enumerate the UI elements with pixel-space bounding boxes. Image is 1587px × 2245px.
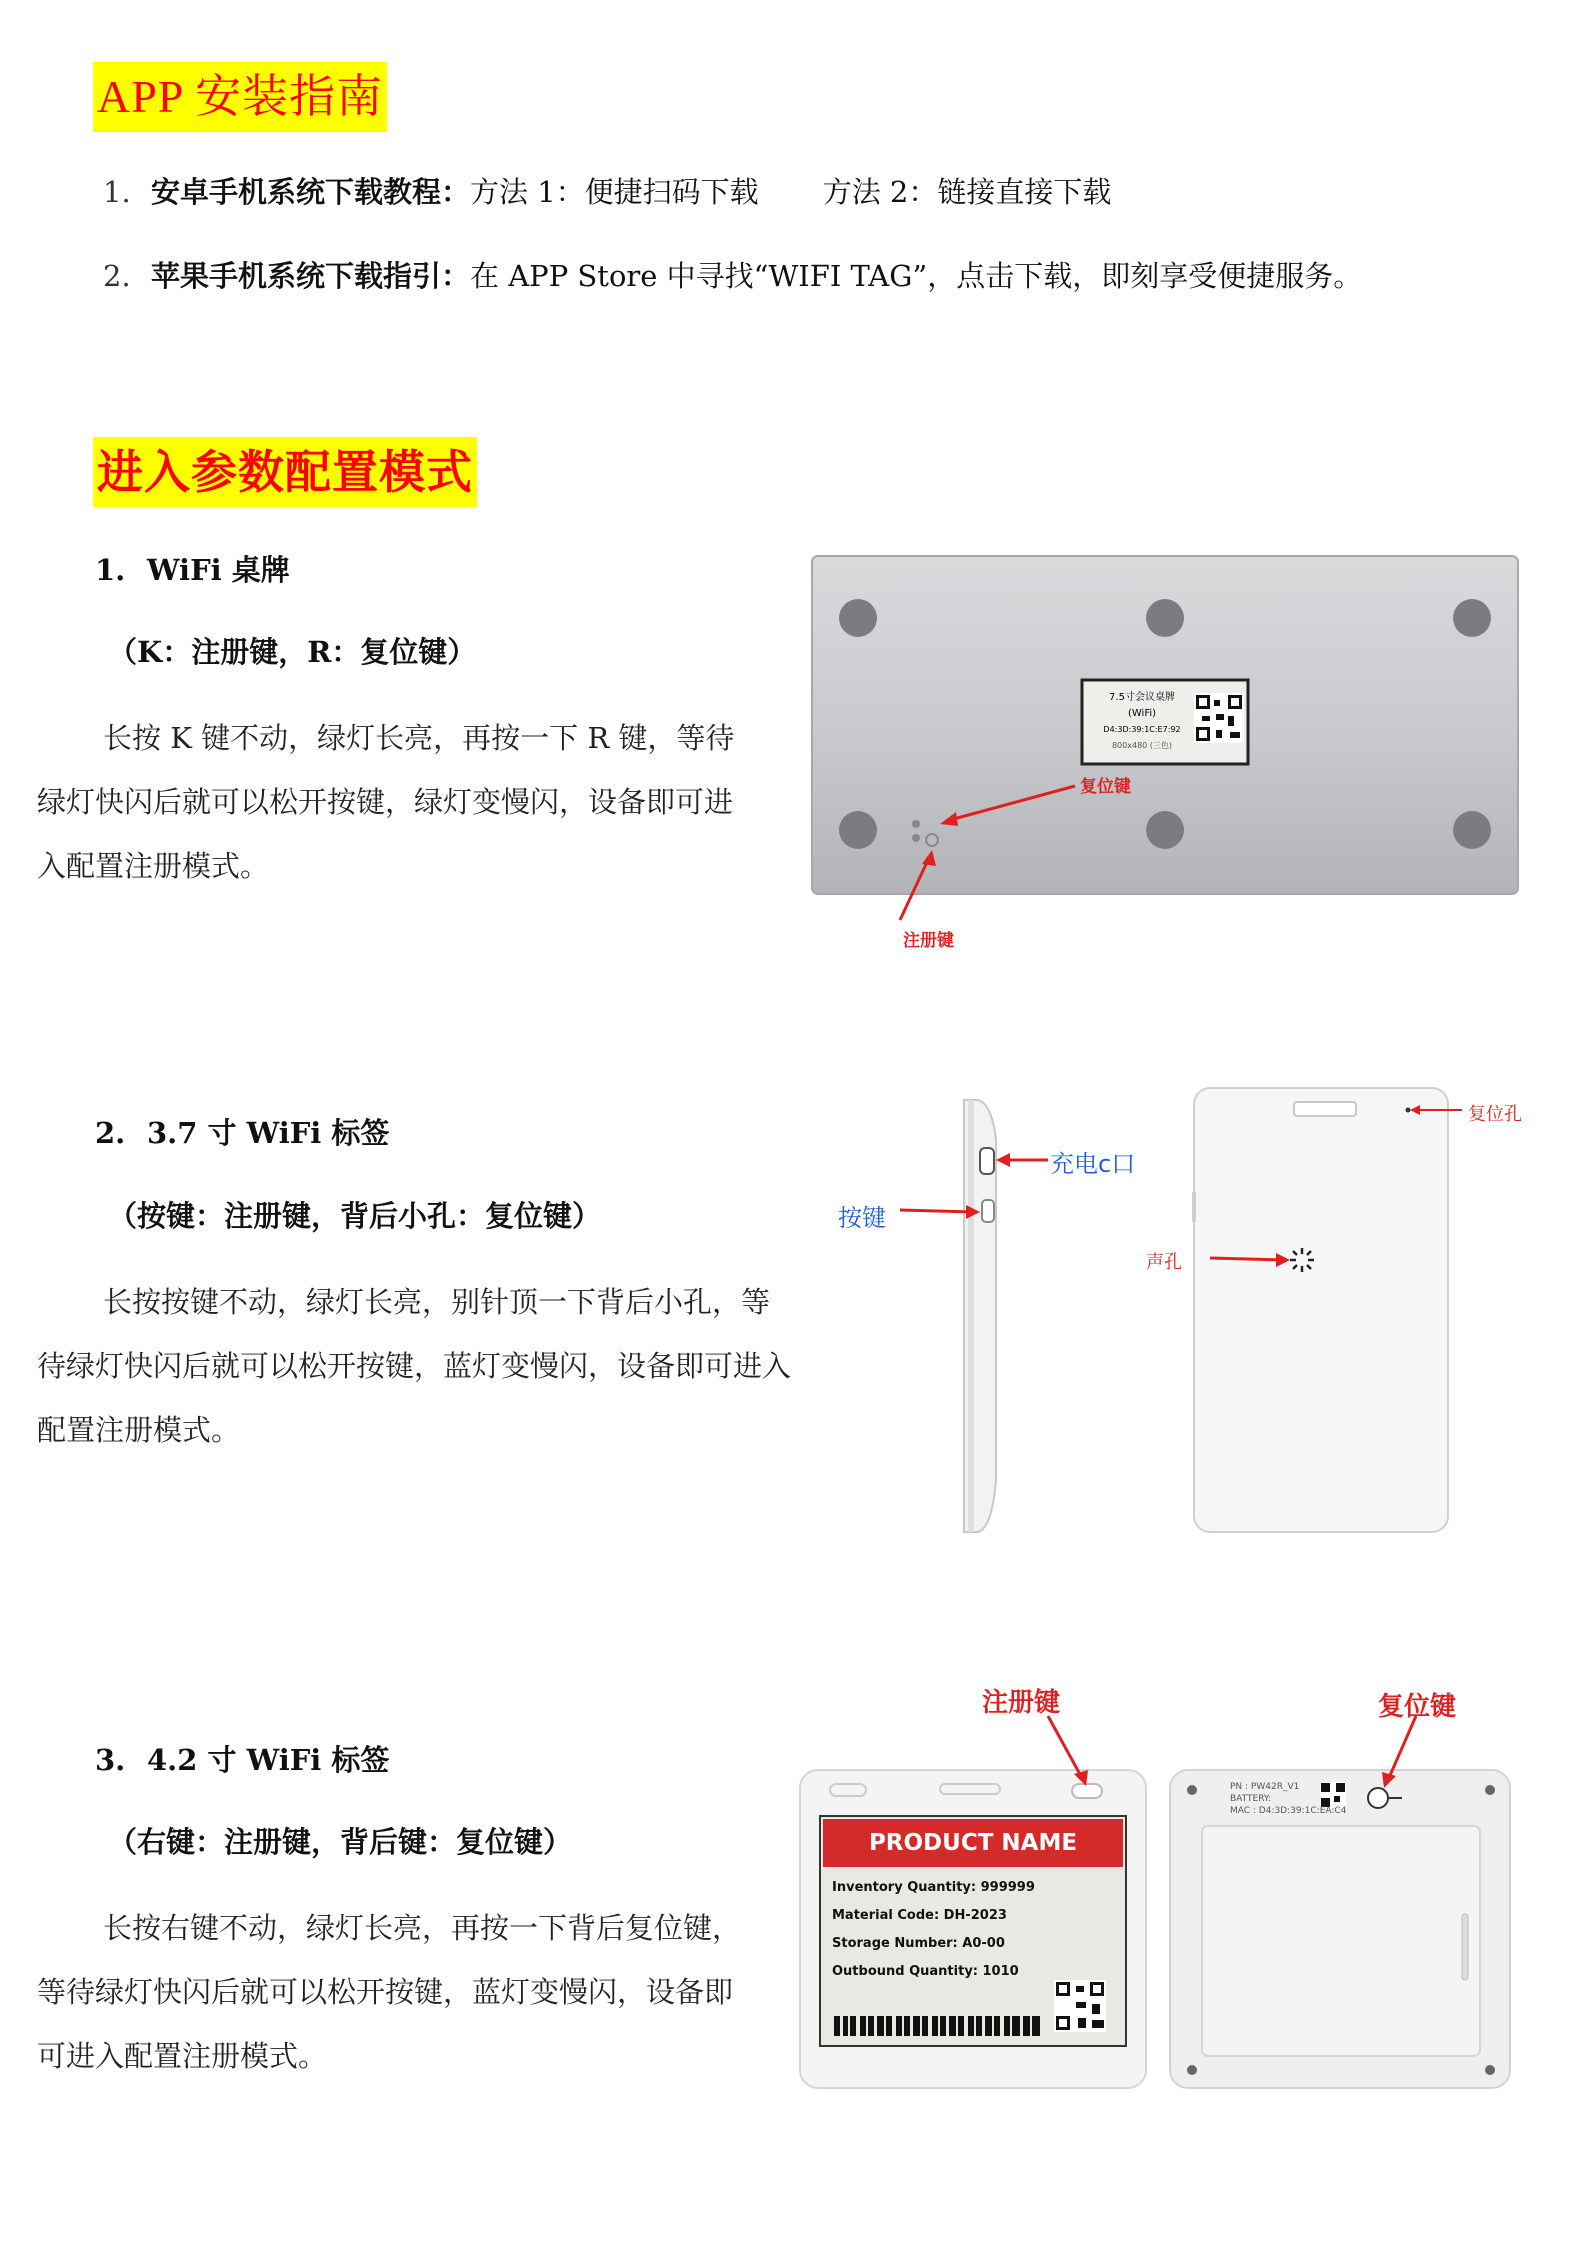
- list-lead: 苹果手机系统下载指引：: [151, 259, 471, 293]
- screw-icon: [1485, 2065, 1495, 2075]
- tag-side-edge: [968, 1100, 974, 1532]
- section-title-app-guide: APP 安装指南: [93, 62, 387, 132]
- device-number: 2.: [95, 1116, 126, 1150]
- arrow-register: [1048, 1716, 1082, 1778]
- back-info-line: PN : PW42R_V1: [1230, 1782, 1300, 1792]
- side-button-icon: [982, 1200, 994, 1222]
- label-row: Inventory Quantity: 999999: [832, 1880, 1035, 1895]
- screw-icon: [1485, 1785, 1495, 1795]
- screw-icon: [1187, 2065, 1197, 2075]
- list-number: 1.: [103, 175, 131, 209]
- method-1-text: 方法 1：便捷扫码下载: [470, 175, 759, 209]
- device-number: 1.: [95, 553, 126, 587]
- list-lead: 安卓手机系统下载教程：: [151, 175, 471, 209]
- tag-front-side-button: [1192, 1192, 1196, 1222]
- label-row: Storage Number: A0-00: [832, 1936, 1005, 1951]
- lanyard-slot-icon: [1294, 1102, 1356, 1116]
- rubber-foot-icon: [1453, 811, 1491, 849]
- arrow-button: [900, 1210, 974, 1212]
- list-text: 在 APP Store 中寻找“WIFI TAG”，点击下载，即刻享受便捷服务。: [470, 259, 1363, 293]
- cover-latch-icon: [1462, 1914, 1468, 1980]
- device-1-title: [95, 550, 290, 590]
- method-2-text: 方法 2：链接直接下载: [822, 175, 1112, 209]
- callout-charge-port: 充电c口: [1050, 1150, 1136, 1178]
- callout-button: 按键: [838, 1204, 886, 1232]
- label-product-name: PRODUCT NAME: [868, 1830, 1078, 1856]
- callout-register-key: 注册键: [982, 1688, 1061, 1718]
- rubber-foot-icon: [1146, 811, 1184, 849]
- reset-key-icon: [1368, 1788, 1388, 1808]
- qr-code-icon: [1054, 1980, 1106, 2032]
- arrow-head-icon: [996, 1153, 1010, 1167]
- list-number: 2.: [103, 259, 131, 293]
- rubber-foot-icon: [1146, 599, 1184, 637]
- arrow-sound: [1210, 1258, 1284, 1260]
- desk-sign-illustration: [770, 540, 1530, 960]
- tag-37-figure: [820, 1080, 1550, 1540]
- device-number: 3.: [95, 1743, 126, 1777]
- device-1-note: （K：注册键，R：复位键）: [108, 635, 477, 669]
- device-name: 4.2 寸 WiFi 标签: [147, 1743, 390, 1777]
- label-row: Outbound Quantity: 1010: [832, 1964, 1019, 1979]
- device-name: 3.7 寸 WiFi 标签: [147, 1116, 390, 1150]
- device-3-title: [95, 1740, 389, 1780]
- device-2-title: [95, 1113, 389, 1153]
- device-3-description: 长按右键不动，绿灯长亮，再按一下背后复位键，等待绿灯快闪后就可以松开按键，蓝灯变慢闪，设备即可进入配置注册模式。: [37, 1911, 742, 2073]
- device-3-note: （右键：注册键，背后键：复位键）: [108, 1825, 573, 1859]
- tag-front-body: [1194, 1088, 1448, 1532]
- battery-cover: [1202, 1826, 1480, 2056]
- reset-hole-icon: [1406, 1108, 1411, 1113]
- list-item-android: [103, 172, 1111, 212]
- qr-code-icon: [1320, 1782, 1346, 1808]
- rubber-foot-icon: [1453, 599, 1491, 637]
- section-title-config-mode: 进入参数配置模式: [93, 437, 477, 507]
- callout-reset-key: 复位键: [1378, 1692, 1457, 1722]
- rubber-foot-icon: [839, 599, 877, 637]
- qr-code-icon: [1194, 693, 1244, 743]
- device-2-description: 长按按键不动，绿灯长亮，别针顶一下背后小孔，等待绿灯快闪后就可以松开按键，蓝灯变慢闪，设备即可进入配置注册模式。: [37, 1285, 792, 1447]
- barcode-icon: [834, 2016, 1040, 2036]
- device-2-note: （按键：注册键，背后小孔：复位键）: [108, 1199, 602, 1233]
- sticker-line-4: 800x480 (三色): [1111, 741, 1173, 750]
- back-info-line: MAC : D4:3D:39:1C:EA:C4: [1230, 1806, 1347, 1816]
- register-key-icon: [1072, 1784, 1102, 1798]
- tag-42-figure: [790, 1680, 1520, 2100]
- sticker-line-1: 7.5寸会议桌牌: [1109, 692, 1175, 703]
- rubber-foot-icon: [839, 811, 877, 849]
- label-row: Material Code: DH-2023: [832, 1908, 1007, 1923]
- desk-sign-figure: [770, 540, 1530, 960]
- callout-register-key: 注册键: [903, 931, 954, 951]
- back-info-line: BATTERY:: [1230, 1794, 1272, 1804]
- device-1-description: 长按 K 键不动，绿灯长亮，再按一下 R 键，等待绿灯快闪后就可以松开按键，绿灯变慢闪，设备即可进入配置注册模式。: [37, 721, 735, 883]
- usb-c-port-icon: [980, 1148, 994, 1174]
- callout-reset-key: 复位键: [1080, 777, 1131, 797]
- list-item-ios: [103, 256, 1362, 296]
- sticker-line-2: (WiFi): [1127, 708, 1157, 719]
- device-name: WiFi 桌牌: [147, 553, 290, 587]
- tag-37-illustration: [820, 1080, 1550, 1540]
- sticker-line-3: D4:3D:39:1C:E7:92: [1103, 725, 1181, 734]
- callout-sound-hole: 声孔: [1146, 1252, 1182, 1273]
- callout-reset-hole: 复位孔: [1468, 1104, 1522, 1125]
- screw-icon: [1187, 1785, 1197, 1795]
